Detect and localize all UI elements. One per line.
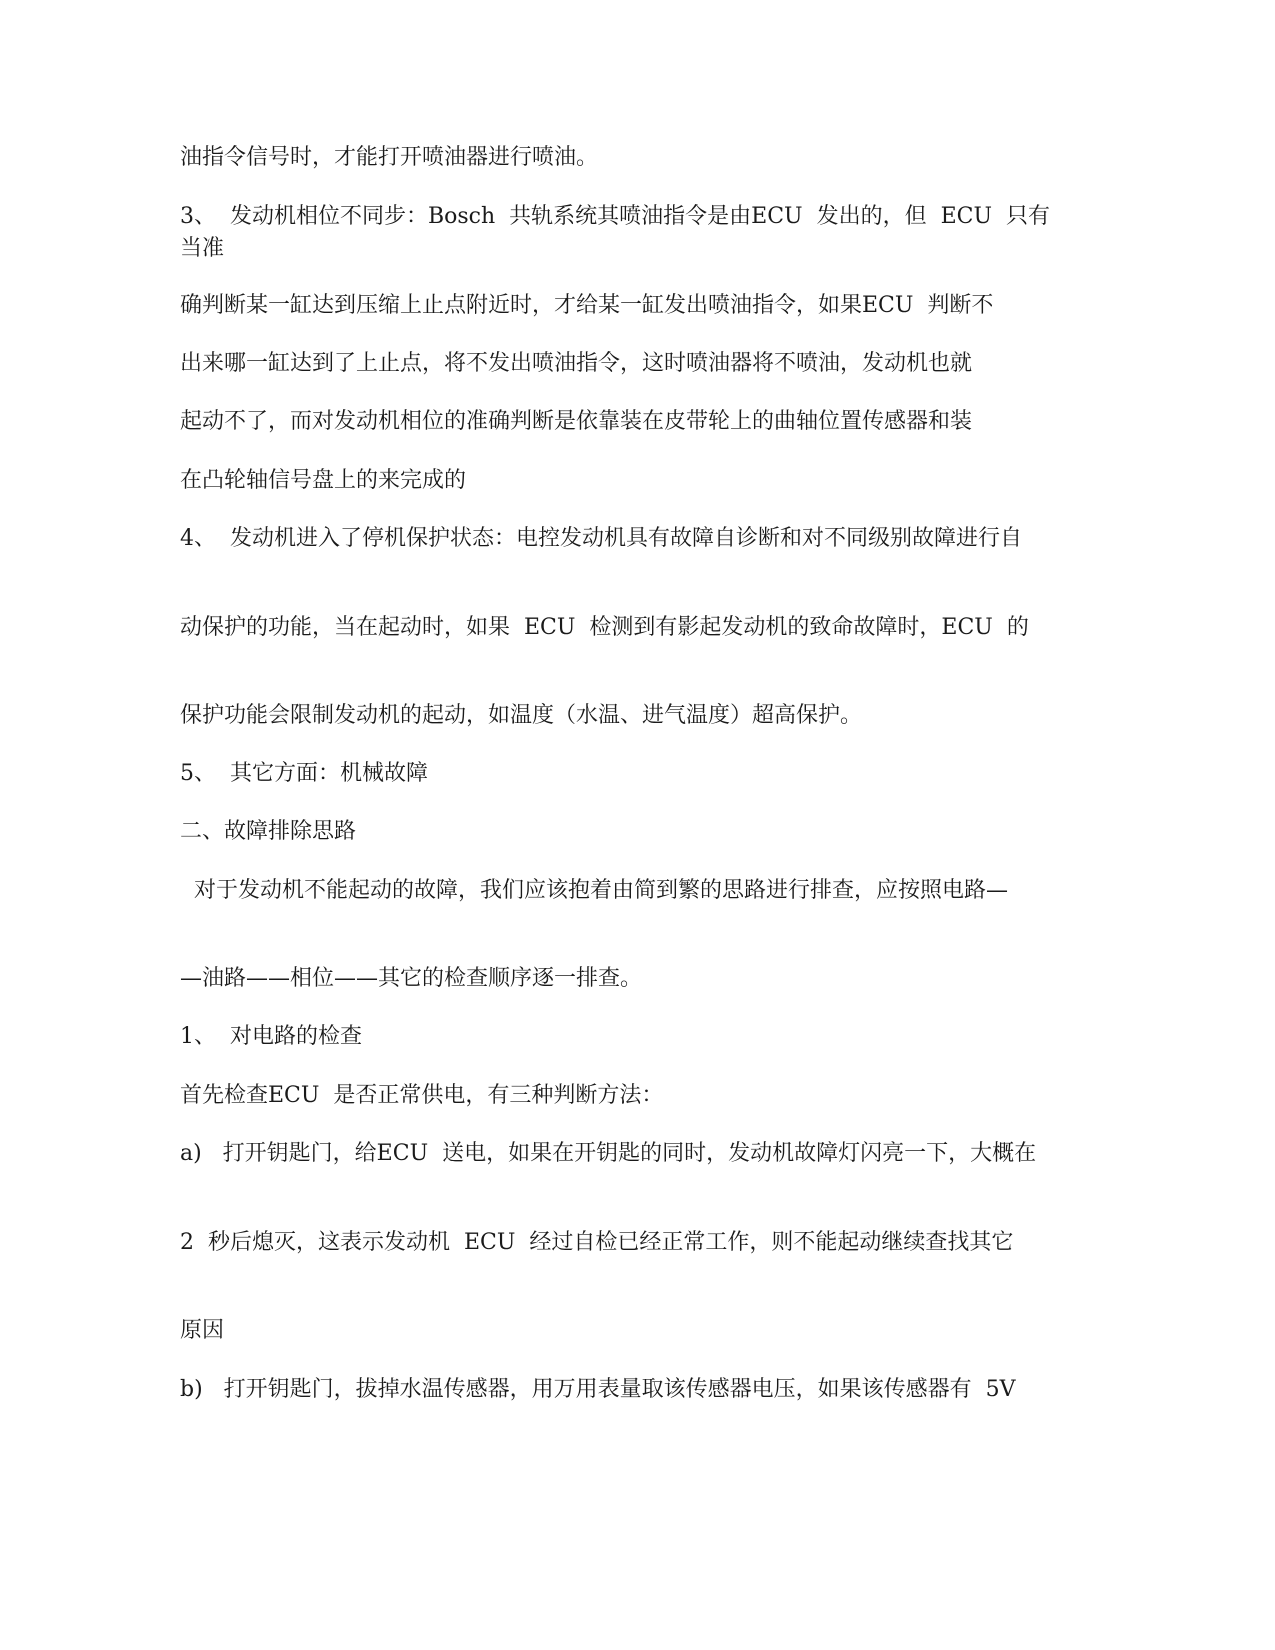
paragraph: 保护功能会限制发动机的起动，如温度（水温、进气温度）超高保护。 (180, 703, 863, 728)
paragraph: 油指令信号时，才能打开喷油器进行喷油。 (180, 145, 599, 170)
section-heading: 二、故障排除思路 (180, 819, 357, 844)
paragraph: 出来哪一缸达到了上止点，将不发出喷油指令，这时喷油器将不喷油，发动机也就 (180, 351, 973, 376)
paragraph: 5、 其它方面：机械故障 (180, 761, 428, 786)
paragraph: 原因 (180, 1318, 225, 1343)
paragraph: 确判断某一缸达到压缩上止点附近时，才给某一缸发出喷油指令，如果ECU 判断不 (180, 293, 994, 318)
paragraph: —油路——相位——其它的检查顺序逐一排查。 (180, 966, 643, 991)
paragraph: 起动不了，而对发动机相位的准确判断是依靠装在皮带轮上的曲轴位置传感器和装 (180, 409, 973, 434)
paragraph: 在凸轮轴信号盘上的来完成的 (180, 468, 467, 493)
paragraph: 3、 发动机相位不同步：Bosch 共轨系统其喷油指令是由ECU 发出的，但 ECU 只有当准 (180, 204, 1050, 261)
paragraph: 首先检查ECU 是否正常供电，有三种判断方法： (180, 1083, 664, 1108)
paragraph: 对于发动机不能起动的故障，我们应该抱着由简到繁的思路进行排查，应按照电路— (180, 878, 1009, 903)
paragraph: 动保护的功能，当在起动时，如果 ECU 检测到有影起发动机的致命故障时，ECU 的 (180, 615, 1029, 640)
paragraph: b) 打开钥匙门，拔掉水温传感器，用万用表量取该传感器电压，如果该传感器有 5V (180, 1377, 1016, 1402)
paragraph: 1、 对电路的检查 (180, 1024, 362, 1049)
paragraph: 4、 发动机进入了停机保护状态：电控发动机具有故障自诊断和对不同级别故障进行自 (180, 526, 1022, 551)
paragraph: a) 打开钥匙门，给ECU 送电，如果在开钥匙的同时，发动机故障灯闪亮一下，大概在 (180, 1141, 1037, 1166)
paragraph: 2 秒后熄灭，这表示发动机 ECU 经过自检已经正常工作，则不能起动继续查找其它 (180, 1230, 1014, 1255)
